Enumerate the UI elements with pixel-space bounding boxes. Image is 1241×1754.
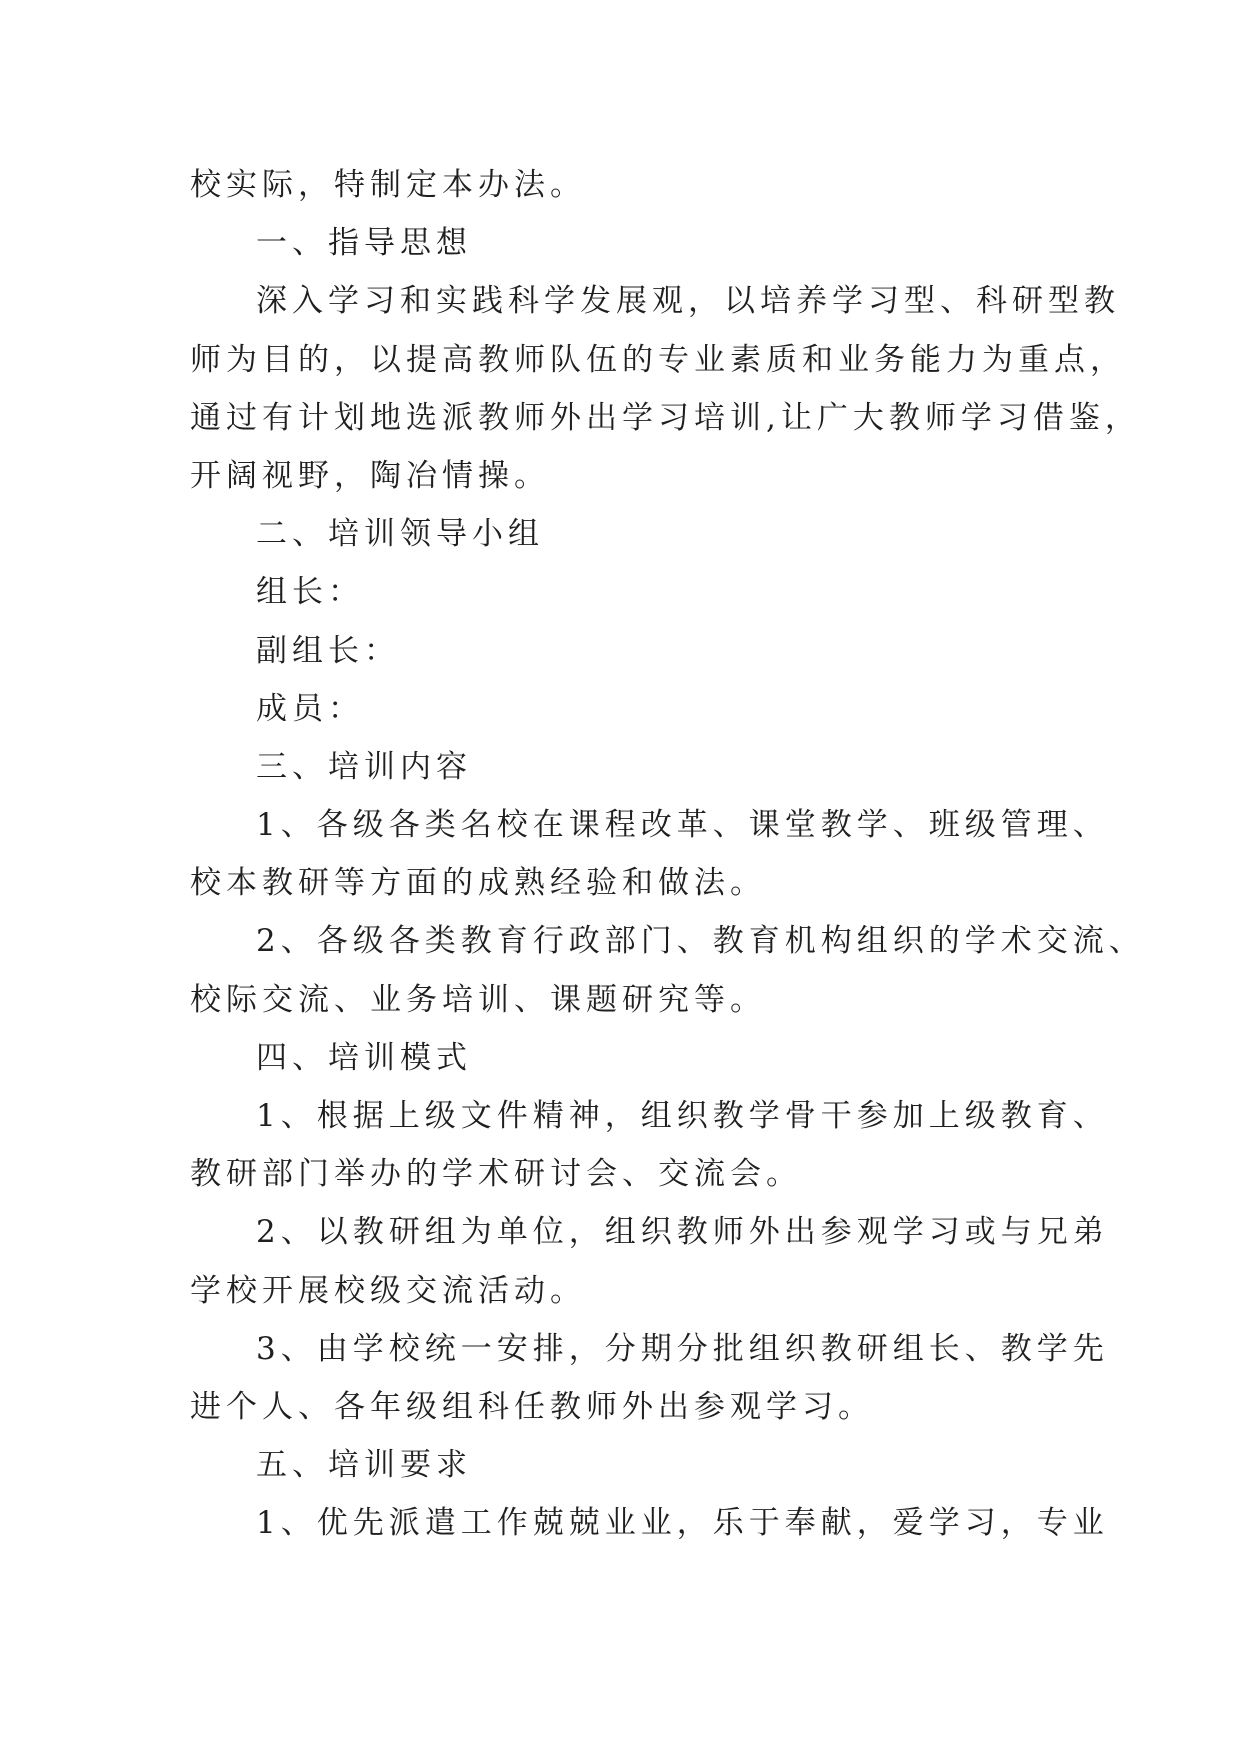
paragraph-line: 开阔视野，陶冶情操。 — [190, 457, 550, 494]
list-item: 3、由学校统一安排，分期分批组织教研组长、教学先 — [256, 1330, 1109, 1367]
list-item: 2、以教研组为单位，组织教师外出参观学习或与兄弟 — [256, 1214, 1109, 1251]
paragraph-line: 通过有计划地选派教师外出学习培训,让广大教师学习借鉴， — [190, 399, 1141, 436]
list-item-continuation: 学校开展校级交流活动。 — [190, 1272, 586, 1309]
list-item-continuation: 校本教研等方面的成熟经验和做法。 — [190, 865, 766, 902]
list-item: 1、各级各类名校在课程改革、课堂教学、班级管理、 — [256, 807, 1109, 844]
section-heading-leadership-group: 二、培训领导小组 — [256, 516, 544, 553]
section-heading-training-mode: 四、培训模式 — [256, 1039, 472, 1076]
paragraph-line: 师为目的，以提高教师队伍的专业素质和业务能力为重点， — [190, 341, 1126, 378]
paragraph-line: 深入学习和实践科学发展观，以培养学习型、科研型教 — [256, 283, 1120, 320]
section-heading-training-content: 三、培训内容 — [256, 748, 472, 785]
list-item-continuation: 教研部门举办的学术研讨会、交流会。 — [190, 1156, 802, 1193]
list-item-continuation: 进个人、各年级组科任教师外出参观学习。 — [190, 1388, 874, 1425]
section-heading-training-requirements: 五、培训要求 — [256, 1447, 472, 1484]
list-item: 2、各级各类教育行政部门、教育机构组织的学术交流、 — [256, 923, 1145, 960]
members-label: 成员： — [256, 690, 364, 727]
document-body — [190, 156, 1145, 1553]
list-item: 1、根据上级文件精神，组织教学骨干参加上级教育、 — [256, 1098, 1109, 1134]
group-leader-label: 组长： — [256, 574, 364, 611]
list-item-continuation: 校际交流、业务培训、课题研究等。 — [190, 981, 766, 1018]
list-item: 1、优先派遣工作兢兢业业，乐于奉献，爱学习，专业 — [256, 1505, 1109, 1542]
paragraph-line: 校实际，特制定本办法。 — [190, 167, 586, 203]
deputy-leader-label: 副组长： — [256, 632, 400, 669]
section-heading-guiding-ideology: 一、指导思想 — [256, 225, 472, 262]
